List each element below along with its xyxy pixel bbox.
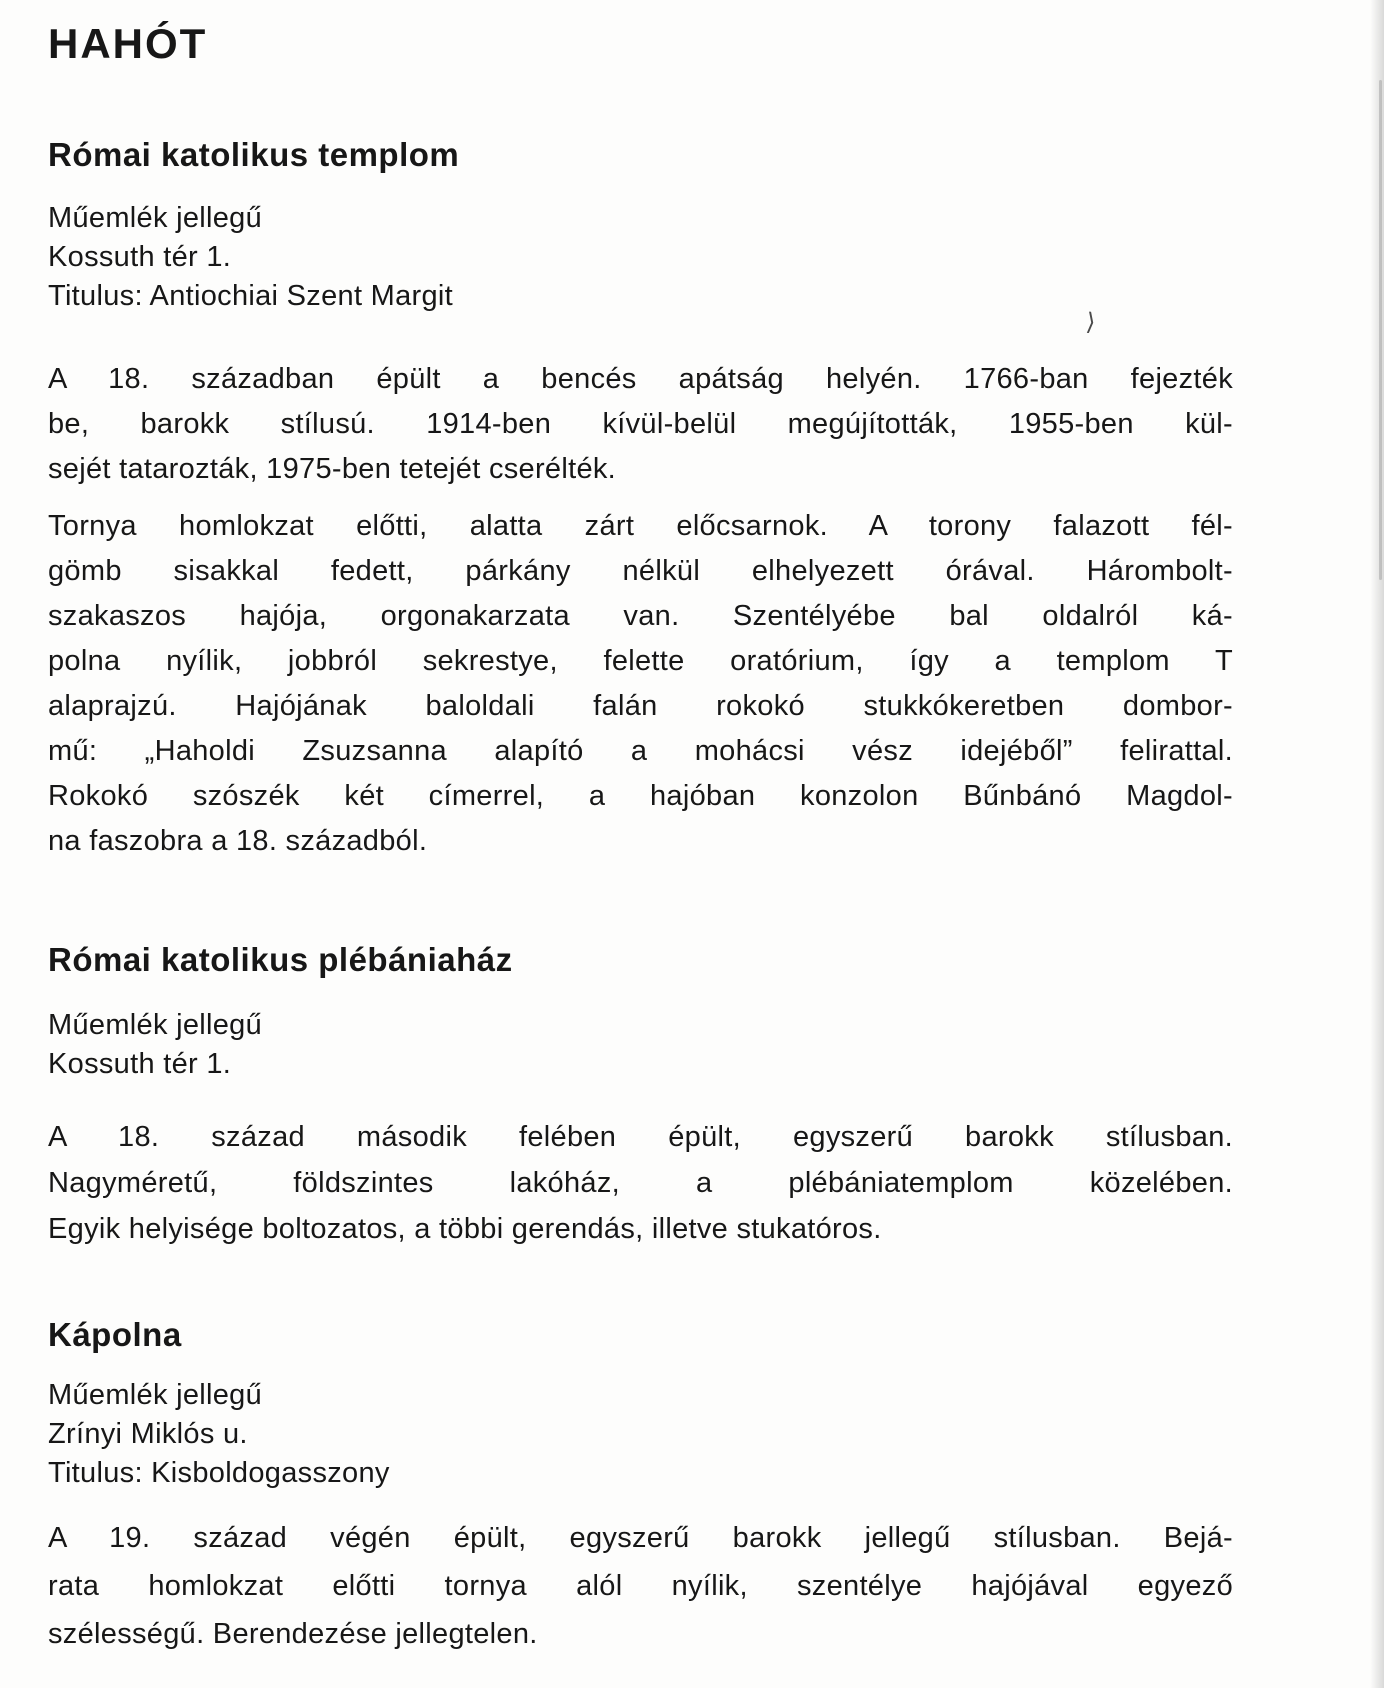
- body-line: rata homlokzat előtti tornya alól nyílik, szentélye hajójával egyező: [48, 1570, 1233, 1602]
- body-line: szakaszos hajója, orgonakarzata van. Szentélyébe bal oldalról ká-: [48, 600, 1233, 632]
- meta-line-address: Zrínyi Miklós u.: [48, 1418, 248, 1450]
- meta-line-address: Kossuth tér 1.: [48, 1048, 232, 1080]
- meta-line-titulus: Titulus: Antiochiai Szent Margit: [48, 280, 454, 312]
- section-meta-plebaniahaz: [48, 1006, 1233, 1084]
- body-line: gömb sisakkal fedett, párkány nélkül elhelyezett órával. Hárombolt-: [48, 555, 1233, 587]
- section-meta-templom: [48, 199, 1233, 316]
- body-line: Rokokó szószék két címerrel, a hajóban konzolon Bűnbánó Magdol-: [48, 780, 1233, 812]
- body-line: mű: „Haholdi Zsuzsanna alapító a mohácsi vész idejéből” felirattal.: [48, 735, 1233, 767]
- page-title: HAHÓT: [48, 20, 208, 67]
- body-line: A 18. század második felében épült, egyszerű barokk stílusban.: [48, 1121, 1233, 1153]
- body-line: sejét tatarozták, 1975-ben tetejét cserélték.: [48, 453, 617, 485]
- body-line: szélességű. Berendezése jellegtelen.: [48, 1618, 538, 1650]
- paragraph-templom-history: [48, 357, 1233, 492]
- scan-edge-line: [1379, 80, 1382, 580]
- paragraph-kapolna-description: [48, 1514, 1233, 1658]
- section-meta-kapolna: [48, 1376, 1233, 1493]
- scan-speck-mark: ⟩: [1084, 308, 1097, 337]
- body-line: A 18. században épült a bencés apátság helyén. 1766-ban fejezték: [48, 363, 1233, 395]
- paragraph-templom-description: [48, 504, 1233, 864]
- body-line: A 19. század végén épült, egyszerű barokk jellegű stílusban. Bejá-: [48, 1522, 1233, 1554]
- body-line: Nagyméretű, földszintes lakóház, a plébániatemplom közelében.: [48, 1167, 1233, 1199]
- body-line: alaprajzú. Hajójának baloldali falán rokokó stukkókeretben dombor-: [48, 690, 1233, 722]
- body-line: polna nyílik, jobbról sekrestye, felette oratórium, így a templom T: [48, 645, 1233, 677]
- meta-line-monument-status: Műemlék jellegű: [48, 1379, 263, 1411]
- body-line: Tornya homlokzat előtti, alatta zárt előcsarnok. A torony falazott fél-: [48, 510, 1233, 542]
- section-heading-kapolna: Kápolna: [48, 1316, 182, 1353]
- section-heading-plebaniahaz: Római katolikus plébániaház: [48, 941, 513, 978]
- section-heading-templom: Római katolikus templom: [48, 136, 460, 173]
- paragraph-plebaniahaz-description: [48, 1114, 1233, 1252]
- meta-line-monument-status: Műemlék jellegű: [48, 202, 263, 234]
- body-line: Egyik helyisége boltozatos, a többi gerendás, illetve stukatóros.: [48, 1213, 882, 1245]
- meta-line-address: Kossuth tér 1.: [48, 241, 232, 273]
- meta-line-monument-status: Műemlék jellegű: [48, 1009, 263, 1041]
- body-line: na faszobra a 18. századból.: [48, 825, 428, 857]
- body-line: be, barokk stílusú. 1914-ben kívül-belül megújították, 1955-ben kül-: [48, 408, 1233, 440]
- meta-line-titulus: Titulus: Kisboldogasszony: [48, 1457, 390, 1489]
